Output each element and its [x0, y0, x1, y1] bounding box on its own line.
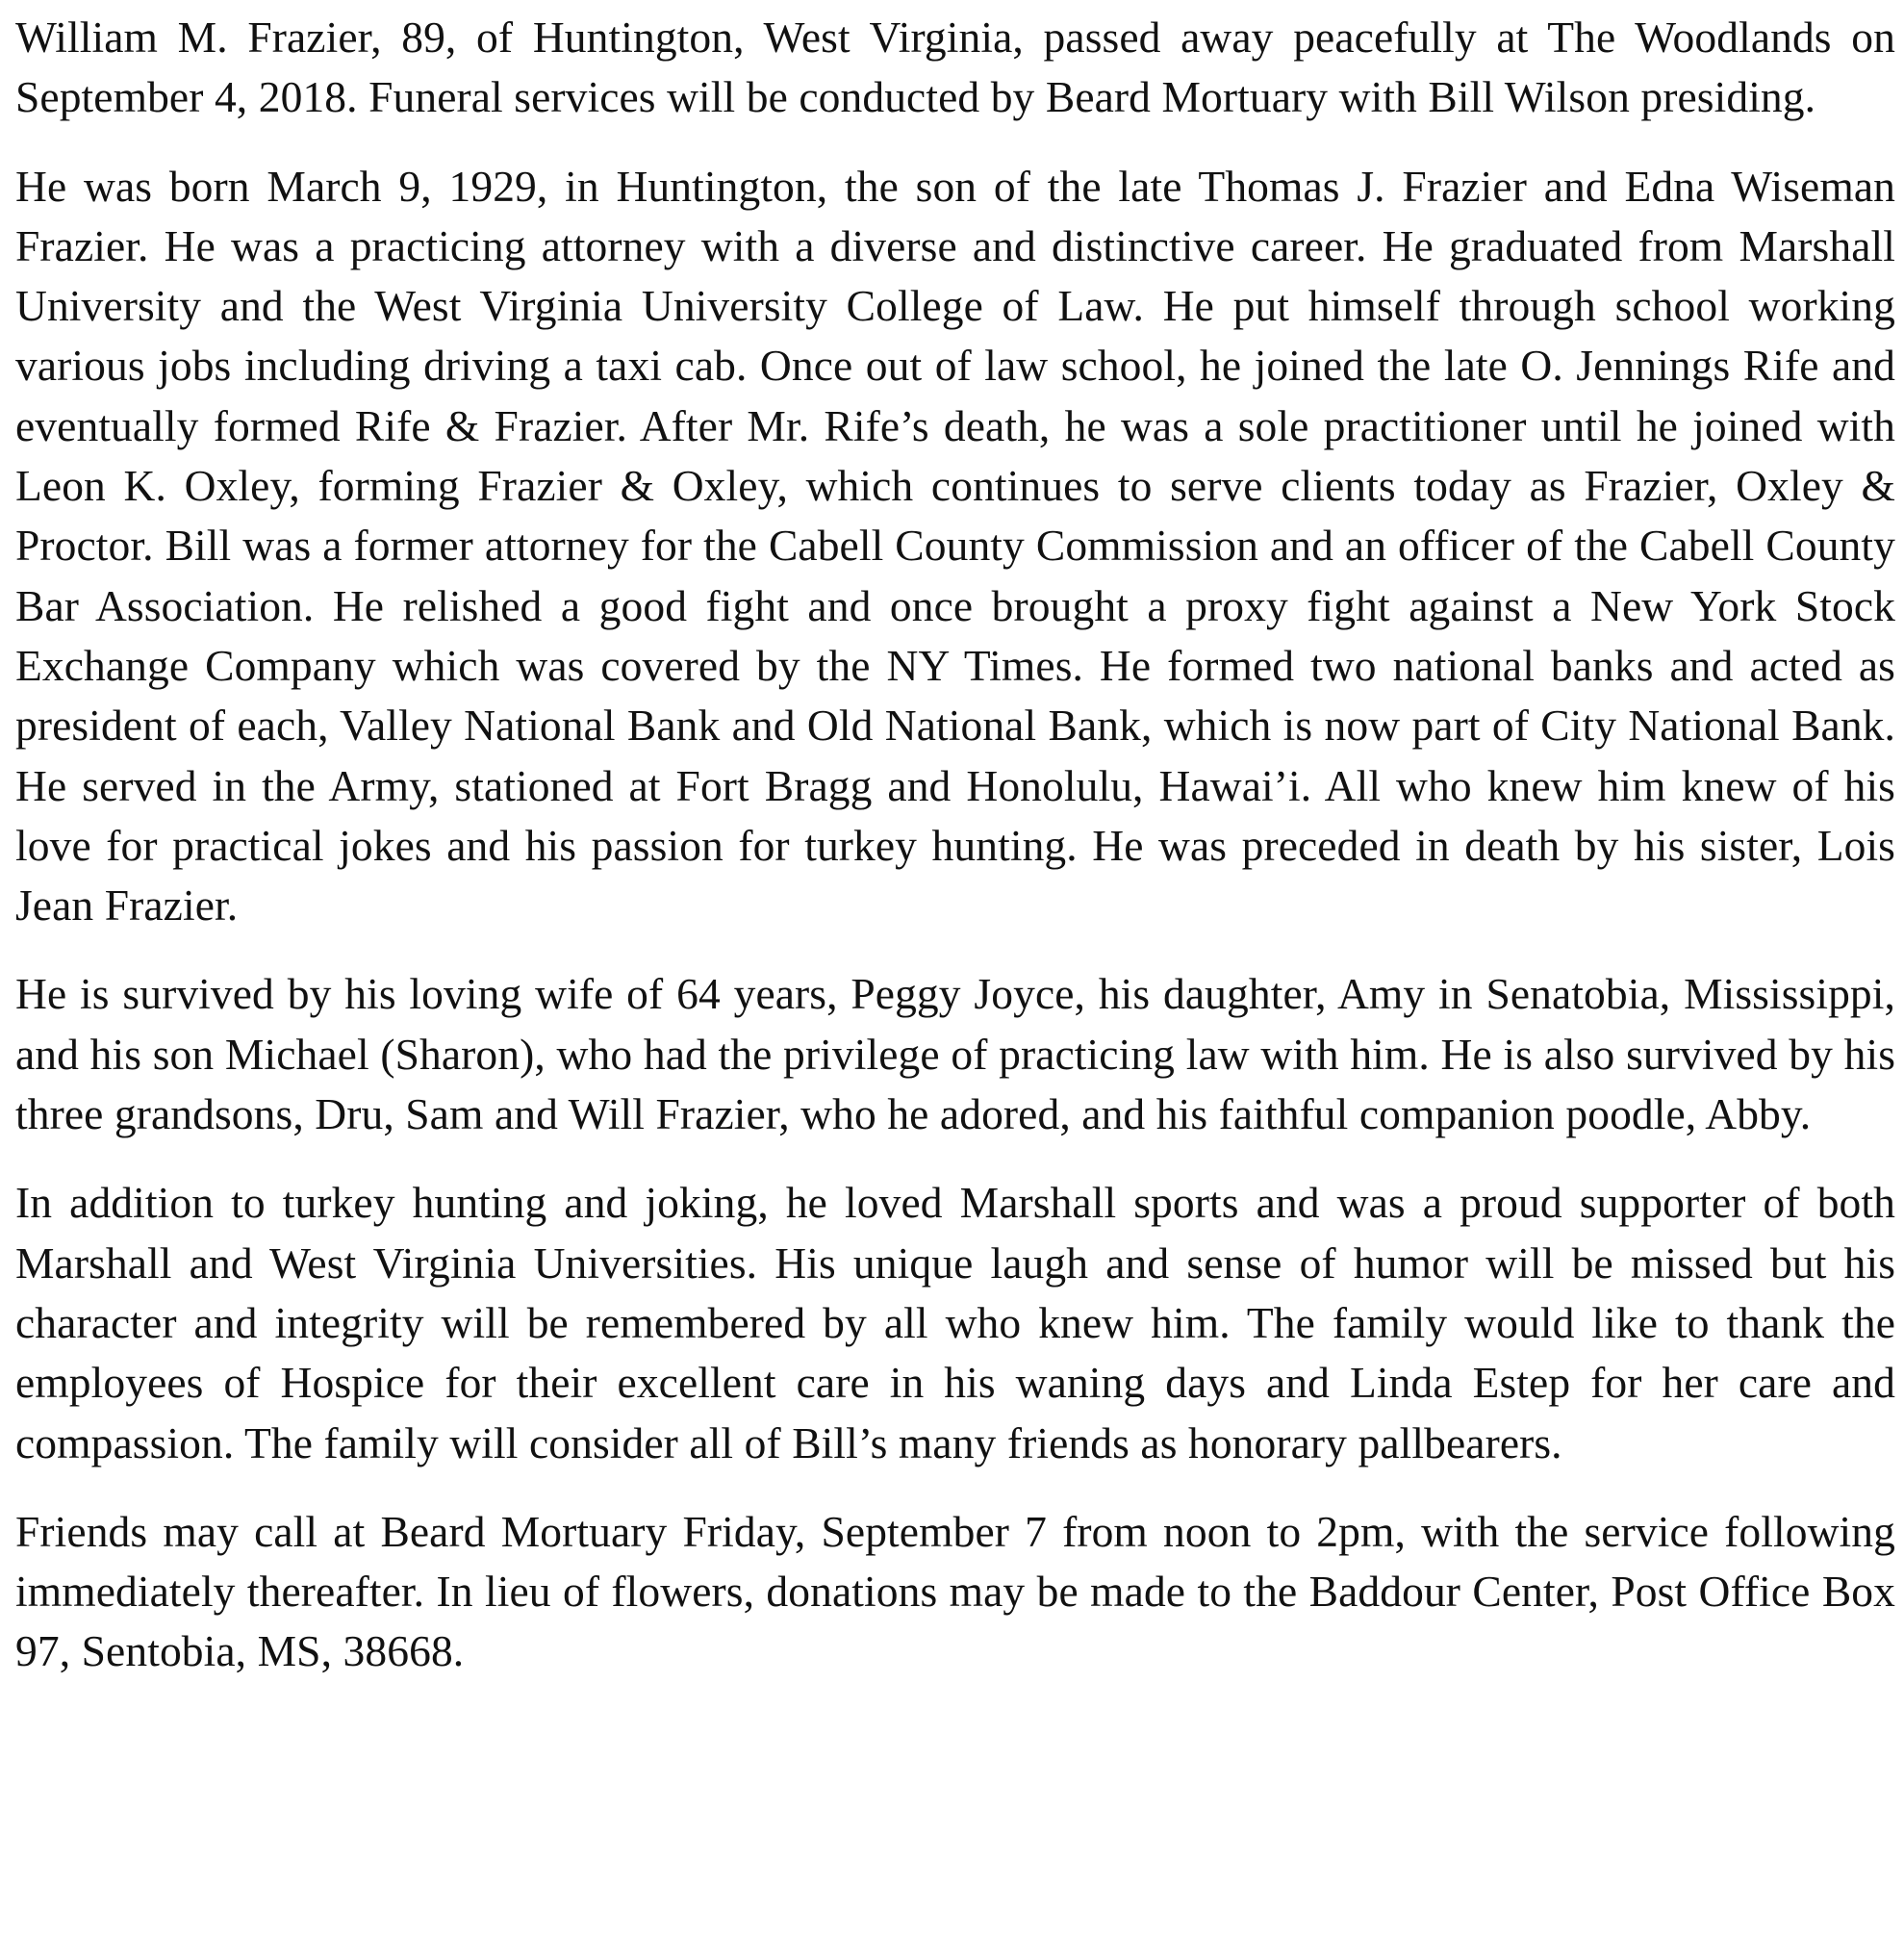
paragraph-biography: He was born March 9, 1929, in Huntington, the son of the late Thomas J. Frazier and Edna Wiseman Frazier. He was a practicing attorney with a diverse and distinctive career. He graduated from Marshall University and the West Virginia University College of Law. He put himself through school working various jobs including driving a taxi cab. Once out of law school, he joined the late O. Jennings Rife and eventually formed Rife & Frazier. After Mr. Rife’s death, he was a sole practitioner until he joined with Leon K. Oxley, forming Frazier & Oxley, which continues to serve clients today as Frazier, Oxley & Proctor. Bill was a former attorney for the Cabell County Commission and an officer of the Cabell County Bar Association. He relished a good fight and once brought a proxy fight against a New York Stock Exchange Company which was covered by the NY Times. He formed two national banks and acted as president of each, Valley National Bank and Old National Bank, which is now part of City National Bank. He served in the Army, stationed at Fort Bragg and Honolulu, Hawai’i. All who knew him knew of his love for practical jokes and his passion for turkey hunting. He was preceded in death by his sister, Lois Jean Frazier.: [15, 161, 1895, 931]
paragraph-remembrance: In addition to turkey hunting and joking, he loved Marshall sports and was a proud supporter of both Marshall and West Virginia Universities. His unique laugh and sense of humor will be missed but his character and integrity will be remembered by all who knew him. The family would like to thank the employees of Hospice for their excellent care in his waning days and Linda Estep for her care and compassion. The family will consider all of Bill’s many friends as honorary pallbearers.: [15, 1178, 1895, 1467]
paragraph-death-notice: William M. Frazier, 89, of Huntington, West Virginia, passed away peacefully at The Woodlands on September 4, 2018. Funeral services will be conducted by Beard Mortuary with Bill Wilson presiding.: [15, 13, 1895, 122]
paragraph-survivors: He is survived by his loving wife of 64 years, Peggy Joyce, his daughter, Amy in Senatobia, Mississippi, and his son Michael (Sharon), who had the privilege of practicing law with him. He is also survived by his three grandsons, Dru, Sam and Will Frazier, who he adored, and his faithful companion poodle, Abby.: [15, 969, 1895, 1139]
paragraph-visitation: Friends may call at Beard Mortuary Friday, September 7 from noon to 2pm, with the service following immediately thereafter. In lieu of flowers, donations may be made to the Baddour Center, Post Office Box 97, Sentobia, MS, 38668.: [15, 1506, 1895, 1676]
obituary-document: [15, 8, 1895, 1682]
